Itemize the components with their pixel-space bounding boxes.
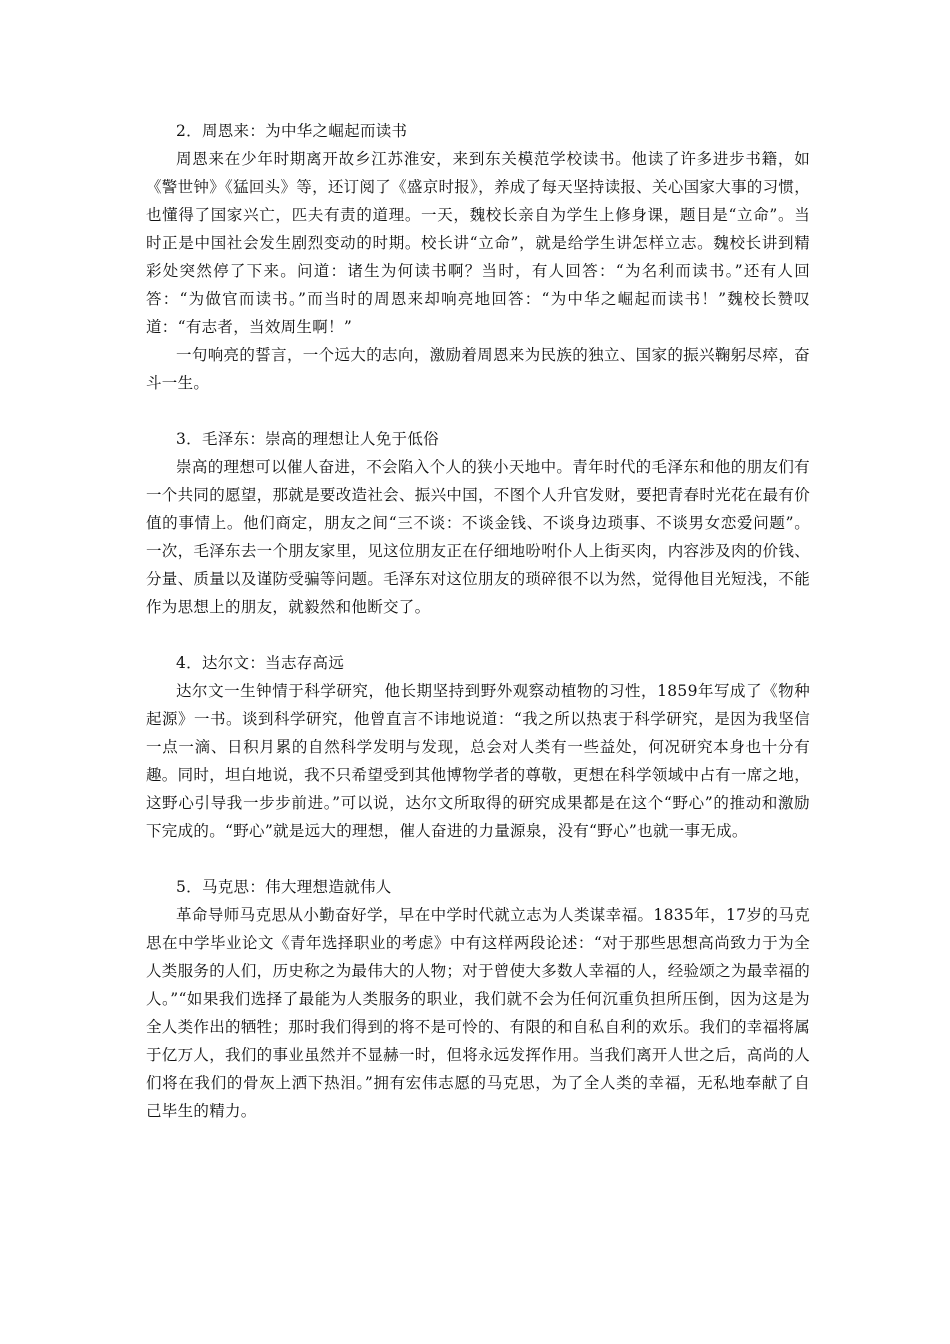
section-paragraph: 达尔文一生钟情于科学研究，他长期坚持到野外观察动植物的习性，1859年写成了《物种起源》一书。谈到科学研究，他曾直言不讳地说道：“我之所以热衷于科学研究，是因为我坚信一点一滴、日积月累的自然科学发明与发现，总会对人类有一些益处，何况研究本身也十分有趣。同时，坦白地说，我不只希望受到其他博物学者的尊敬，更想在科学领域中占有一席之地，这野心引导我一步步前进。”可以说，达尔文所取得的研究成果都是在这个“野心”的推动和激励下完成的。“野心”就是远大的理想，催人奋进的力量源泉，没有“野心”也就一事无成。 [146,682,810,840]
section-heading: 5．马克思：伟大理想造就伟人 [176,878,392,896]
section-marx [146,873,810,1125]
section-paragraph: 革命导师马克思从小勤奋好学，早在中学时代就立志为人类谋幸福。1835年，17岁的马克思在中学毕业论文《青年选择职业的考虑》中有这样两段论述：“对于那些思想高尚致力于为全人类服务的人们，历史称之为最伟大的人物；对于曾使大多数人幸福的人，经验颂之为最幸福的人。”“如果我们选择了最能为人类服务的职业，我们就不会为任何沉重负担所压倒，因为这是为全人类作出的牺牲；那时我们得到的将不是可怜的、有限的和自私自利的欢乐。我们的幸福将属于亿万人，我们的事业虽然并不显赫一时，但将永远发挥作用。当我们离开人世之后，高尚的人们将在我们的骨灰上洒下热泪。”拥有宏伟志愿的马克思，为了全人类的幸福，无私地奉献了自己毕生的精力。 [146,906,810,1120]
section-darwin [146,649,810,845]
section-heading: 3．毛泽东：崇高的理想让人免于低俗 [176,430,439,448]
section-heading: 2．周恩来：为中华之崛起而读书 [176,122,408,140]
section-heading: 4．达尔文：当志存高远 [176,654,345,672]
section-paragraph: 一句响亮的誓言，一个远大的志向，激励着周恩来为民族的独立、国家的振兴鞠躬尽瘁，奋斗一生。 [146,346,810,392]
section-paragraph: 周恩来在少年时期离开故乡江苏淮安，来到东关模范学校读书。他读了许多进步书籍，如《警世钟》《猛回头》等，还订阅了《盛京时报》，养成了每天坚持读报、关心国家大事的习惯，也懂得了国家兴亡，匹夫有责的道理。一天，魏校长亲自为学生上修身课，题目是“立命”。当时正是中国社会发生剧烈变动的时期。校长讲“立命”，就是给学生讲怎样立志。魏校长讲到精彩处突然停了下来。问道：诸生为何读书啊？当时，有人回答：“为名利而读书。”还有人回答：“为做官而读书。”而当时的周恩来却响亮地回答：“为中华之崛起而读书！”魏校长赞叹道：“有志者，当效周生啊！” [146,150,810,336]
document-body [146,117,810,1153]
section-mao-zedong [146,425,810,621]
section-zhou-enlai [146,117,810,397]
section-paragraph: 崇高的理想可以催人奋进，不会陷入个人的狭小天地中。青年时代的毛泽东和他的朋友们有一个共同的愿望，那就是要改造社会、振兴中国，不图个人升官发财，要把青春时光花在最有价值的事情上。他们商定，朋友之间“三不谈：不谈金钱、不谈身边琐事、不谈男女恋爱问题”。一次，毛泽东去一个朋友家里，见这位朋友正在仔细地吩咐仆人上街买肉，内容涉及肉的价钱、分量、质量以及谨防受骗等问题。毛泽东对这位朋友的琐碎很不以为然，觉得他目光短浅，不能作为思想上的朋友，就毅然和他断交了。 [146,458,810,616]
